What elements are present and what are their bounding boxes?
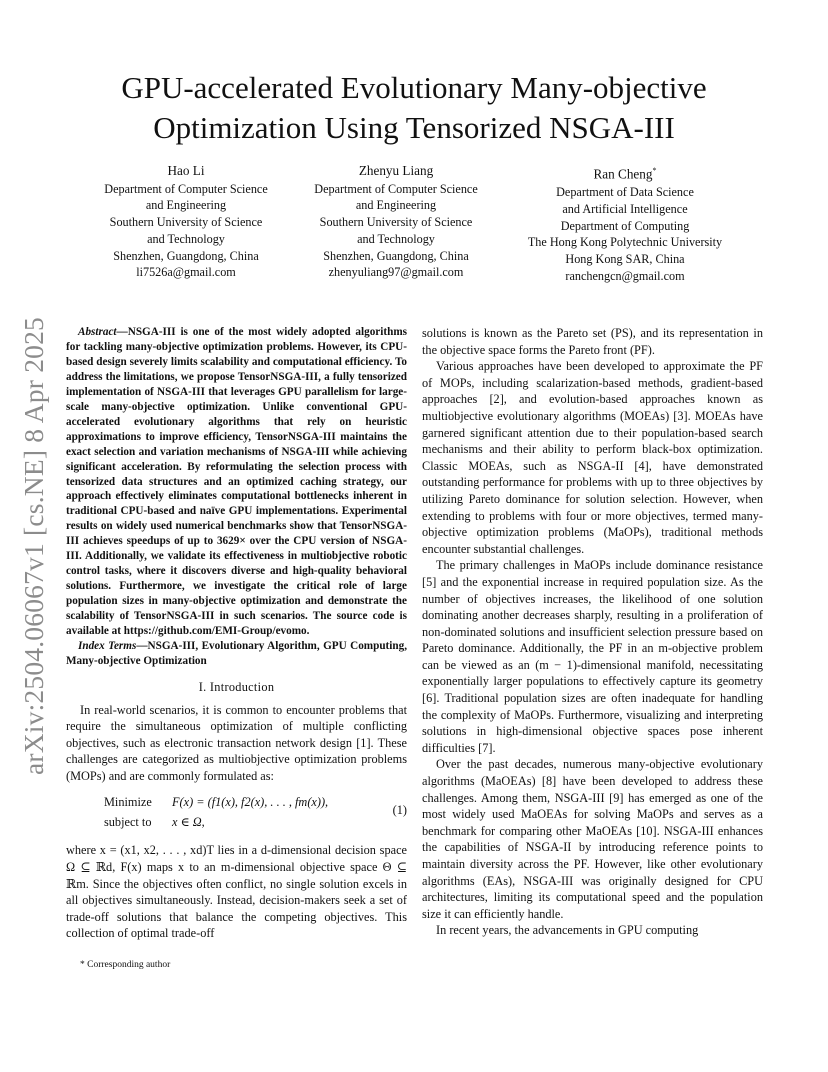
author-affiliation-line: and Engineering [355, 198, 437, 213]
title-line-1: GPU-accelerated Evolutionary Many-objective [121, 70, 707, 105]
right-paragraph-3: The primary challenges in MaOPs include dominance resistance [5] and the exponential increase in required population size. As the number of objectives increases, the likelihood of one solution dominating another decreases sharply, resulting in a proliferation of non-dominated solutions and insufficient selection pressure based on Pareto dominance. Additionally, the PF in an m-objective problem can be viewed as an (m − 1)-dimensional manifold, necessitating exponentially larger populations to effectively capture its geometry [6]. Traditional population sizes are often inadequate for handling the complexity of MaOPs. Furthermore, visualizing and interpreting solutions in high-dimensional objective spaces pose inherent difficulties [7]. [422, 558, 763, 755]
intro-paragraph-1: In real-world scenarios, it is common to encounter problems that require the simultaneous optimization of multiple conflicting objectives, such as electronic transaction network design [1]. These challenges are categorized as multiobjective optimization problems (MOPs) and are commonly formulated as: [66, 702, 407, 783]
author-affiliation-line: Southern University of Science [109, 215, 263, 230]
author-affiliation-line: and Artificial Intelligence [562, 201, 688, 216]
author-affiliation-line: and Technology [147, 231, 225, 246]
section-heading: I. Introduction [198, 679, 275, 694]
author-affiliation-line: Department of Data Science [556, 185, 694, 200]
equation-number: (1) [392, 803, 407, 818]
author-name: Ran Cheng* [593, 166, 657, 182]
intro-paragraph-2: where x = (x1, x2, . . . , xd)T lies in a d-dimensional decision space Ω ⊆ ℝd, F(x) maps x to an m-dimensional objective space Θ ⊆ ℝm. Since the objectives often conflict, no single solution excels in all objectives simultaneously. Instead, decision-makers seek a set of trade-off solutions that balance the competing objectives. This collection of optimal trade-off [66, 843, 407, 941]
author-affiliation-line: and Technology [357, 231, 435, 246]
right-column [422, 325, 763, 939]
abstract-text: —NSGA-III is one of the most widely adopted algorithms for tackling many-objective optimization problems. However, its CPU-based design severely limits scalability and computational efficiency. To address the limitations, we propose TensorNSGA-III, a fully tensorized implementation of NSGA-III that leverages GPU parallelism for large-scale many-objective optimization. Unlike conventional GPU-accelerated evolutionary algorithms that rely on heuristic approximations to improve efficiency, TensorNSGA-III maintains the exact selection and variation mechanisms of NSGA-III while achieving significant acceleration. By reformulating the selection process with tensorized data structures and an optimized caching strategy, our approach effectively eliminates computational bottlenecks inherent in traditional CPU-based and naïve GPU implementations. Experimental results on widely used numerical benchmarks show that TensorNSGA-III achieves speedups of up to 3629× over the CPU version of NSGA-III. Additionally, we validate its effectiveness in multiobjective robotic control tasks, where it discovers diverse and high-quality behavioral solutions. Furthermore, we investigate the critical role of large population sizes in many-objective optimization and demonstrate the scalability of TensorNSGA-III in such scenarios. The source code is available at https://github.com/EMI-Group/evomo. [66, 326, 407, 638]
paper-title [60, 68, 768, 148]
index-terms-text: —NSGA-III, Evolutionary Algorithm, GPU Computing, Many-objective Optimization [66, 640, 407, 667]
author-affiliation-line: Department of Computer Science [104, 181, 268, 196]
author-affiliation-line: Southern University of Science [319, 215, 473, 230]
right-paragraph-4: Over the past decades, numerous many-objective evolutionary algorithms (MaOEAs) [8] have been developed to address these challenges. Among them, NSGA-III [9] has emerged as one of the most widely used MaOEAs for solving MaOPs and serves as a benchmark for comparing other MaOEAs [10]. NSGA-III enhances the capabilities of NSGA-II by introducing reference points to maintain diversity across the PF. However, like other evolutionary algorithms (EAs), NSGA-III was originally designed for CPU architectures, limiting its computational speed and the population size it can efficiently handle. [422, 757, 763, 921]
corresponding-mark: * [652, 166, 657, 175]
author-affiliation-line: Department of Computer Science [314, 181, 478, 196]
author-block-3 [508, 163, 742, 284]
abstract-label: Abstract [78, 326, 117, 338]
title-line-2: Optimization Using Tensorized NSGA-III [153, 110, 675, 145]
eq-minimize: Minimize [104, 795, 152, 810]
author-affiliation-line: Hong Kong SAR, China [565, 251, 685, 266]
abstract [66, 325, 407, 639]
author-block-1 [88, 163, 284, 281]
author-email: ranchengcn@gmail.com [565, 268, 685, 283]
author-affiliation-line: Shenzhen, Guangdong, China [113, 248, 259, 263]
right-paragraph-5: In recent years, the advancements in GPU computing [436, 923, 699, 938]
author-affiliation-line: Shenzhen, Guangdong, China [323, 248, 469, 263]
equation-keywords [104, 792, 152, 832]
left-column [66, 325, 407, 942]
author-email: li7526a@gmail.com [136, 265, 236, 280]
author-affiliation-line: and Engineering [145, 198, 227, 213]
arxiv-watermark [14, 292, 54, 800]
index-terms-label: Index Terms [78, 640, 137, 653]
right-paragraph-1: solutions is known as the Pareto set (PS), and its representation in the objective space forms the Pareto front (PF). [422, 326, 763, 357]
author-affiliation-line: Department of Computing [560, 218, 690, 233]
author-block-2 [298, 163, 494, 281]
equation-1 [66, 792, 407, 832]
author-email: zhenyuliang97@gmail.com [328, 265, 464, 280]
author-name: Zhenyu Liang [358, 163, 434, 178]
eq-constraint: x ∈ Ω, [172, 815, 205, 830]
eq-subject-to: subject to [104, 815, 152, 830]
equation-expressions [172, 792, 328, 832]
right-paragraph-2: Various approaches have been developed to approximate the PF of MOPs, including scalarization-based methods, gradient-based approaches [2], and evolution-based approaches known as multiobjective evolutionary algorithms (MOEAs) [3]. MOEAs have garnered significant attention due to their population-based search mechanisms and their ability to perform black-box optimization. Classic MOEAs, such as NSGA-II [4], have demonstrated outstanding performance for problems with up to three objectives by utilizing Pareto dominance for solution selection. However, when extending to problems with four or more objectives, termed many-objective optimization problems (MaOPs), traditional methods encounter substantial challenges. [422, 359, 763, 556]
eq-objective: F(x) = (f1(x), f2(x), . . . , fm(x)), [172, 795, 329, 810]
author-name: Hao Li [167, 163, 205, 178]
arxiv-id: arXiv:2504.06067v1 [cs.NE] 8 Apr 2025 [18, 316, 49, 776]
author-affiliation-line: The Hong Kong Polytechnic University [527, 235, 723, 250]
footnote: * Corresponding author [80, 960, 171, 970]
index-terms [66, 639, 407, 669]
